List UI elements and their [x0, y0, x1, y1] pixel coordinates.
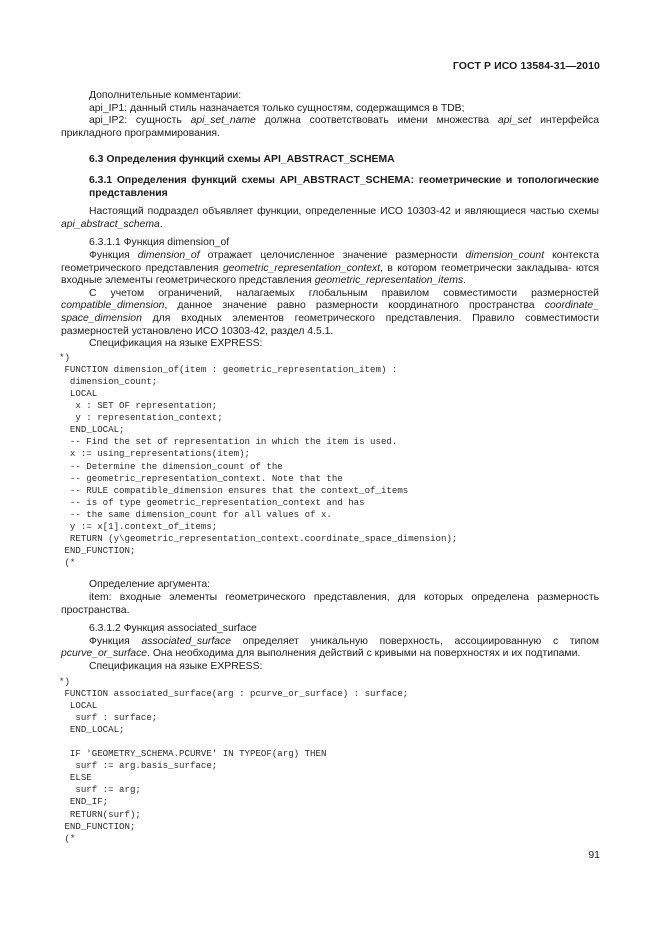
argument-definition-title: Определение аргумента:	[89, 579, 210, 591]
dimension-of-description: Функция dimension_of отражает целочисленное значение размерности dimension_count контекста геометрического представления geometric_representation_context, в котором геометрически закладыва- ются входные элементы геометрического представления geometric_representation_items.	[61, 249, 599, 287]
dimension-of-constraint: С учетом ограничений, налагаемых глобальным правилом совместимости размерностей compatible_dimension, данное значение равно размерности координатного пространства coordinate_ space_dimension для входных элементов геометрического представления. Правило совместимости размерностей установлено ИСО 10303-42, раздел 4.5.1.	[61, 287, 599, 337]
associated-surface-code-block: *) FUNCTION associated_surface(arg : pcurve_or_surface) : surface; LOCAL surf : surface; END_LOCAL; IF 'GEOMETRY_SCHEMA.PCURVE' IN TYPEOF(arg) THEN surf := arg.basis_surface; ELSE surf := arg; END_IF; RETURN(surf); END_FUNCTION; (*	[59, 675, 409, 844]
section-6-3-1-title: 6.3.1 Определения функций схемы API_ABSTRACT_SCHEMA: геометрические и топологические представления	[89, 174, 599, 199]
page-number: 91	[588, 849, 600, 861]
page-content	[61, 90, 599, 845]
dimension-of-heading: 6.3.1.1 Функция dimension_of	[89, 237, 230, 249]
section-6-3-1-paragraph: Настоящий подраздел объявляет функции, определенные ИСО 10303-42 и являющиеся частью схемы api_abstract_schema.	[61, 206, 599, 230]
comment-ip1: api_IP1: данный стиль назначается только сущностям, содержащимся в TDB;	[89, 102, 465, 114]
section-6-3-title: 6.3 Определения функций схемы API_ABSTRACT_SCHEMA	[89, 154, 395, 166]
associated-surface-heading: 6.3.1.2 Функция associated_surface	[89, 623, 257, 635]
dimension-of-spec-label: Спецификация на языке EXPRESS:	[89, 338, 263, 350]
argument-item-definition: item: входные элементы геометрического представления, для которых определена размерность пространства.	[61, 591, 599, 616]
comments-intro: Дополнительные комментарии:	[89, 90, 242, 101]
standard-header: ГОСТ Р ИСО 13584-31—2010	[452, 60, 600, 72]
comment-ip2: api_IP2: сущность api_set_name должна соответствовать имени множества api_set интерфейса прикладного программирования.	[61, 115, 599, 139]
associated-surface-description: Функция associated_surface определяет уникальную поверхность, ассоциированную с типом pcurve_or_surface. Она необходима для выполнения действий с кривыми на поверхностях и их подтипами.	[61, 635, 600, 660]
associated-surface-spec-label: Спецификация на языке EXPRESS:	[89, 660, 263, 672]
dimension-of-code-block: *) FUNCTION dimension_of(item : geometric_representation_item) : dimension_count; LOCAL x : SET OF representation; y : representation_context; END_LOCAL; -- Find the set of representation in which the item is used. x := using_representations(item); -- Determine the dimension_count of the -- geometric_representation_context. Note that the -- RULE compatible_dimension ensures that the context_of_items -- is of type geometric_representation_context and has -- the same dimension_count for all values of x. y := x[1].context_of_items; RETURN (y\geometric_representation_context.coordinate_space_dimension); END_FUNCTION; (*	[59, 351, 458, 569]
